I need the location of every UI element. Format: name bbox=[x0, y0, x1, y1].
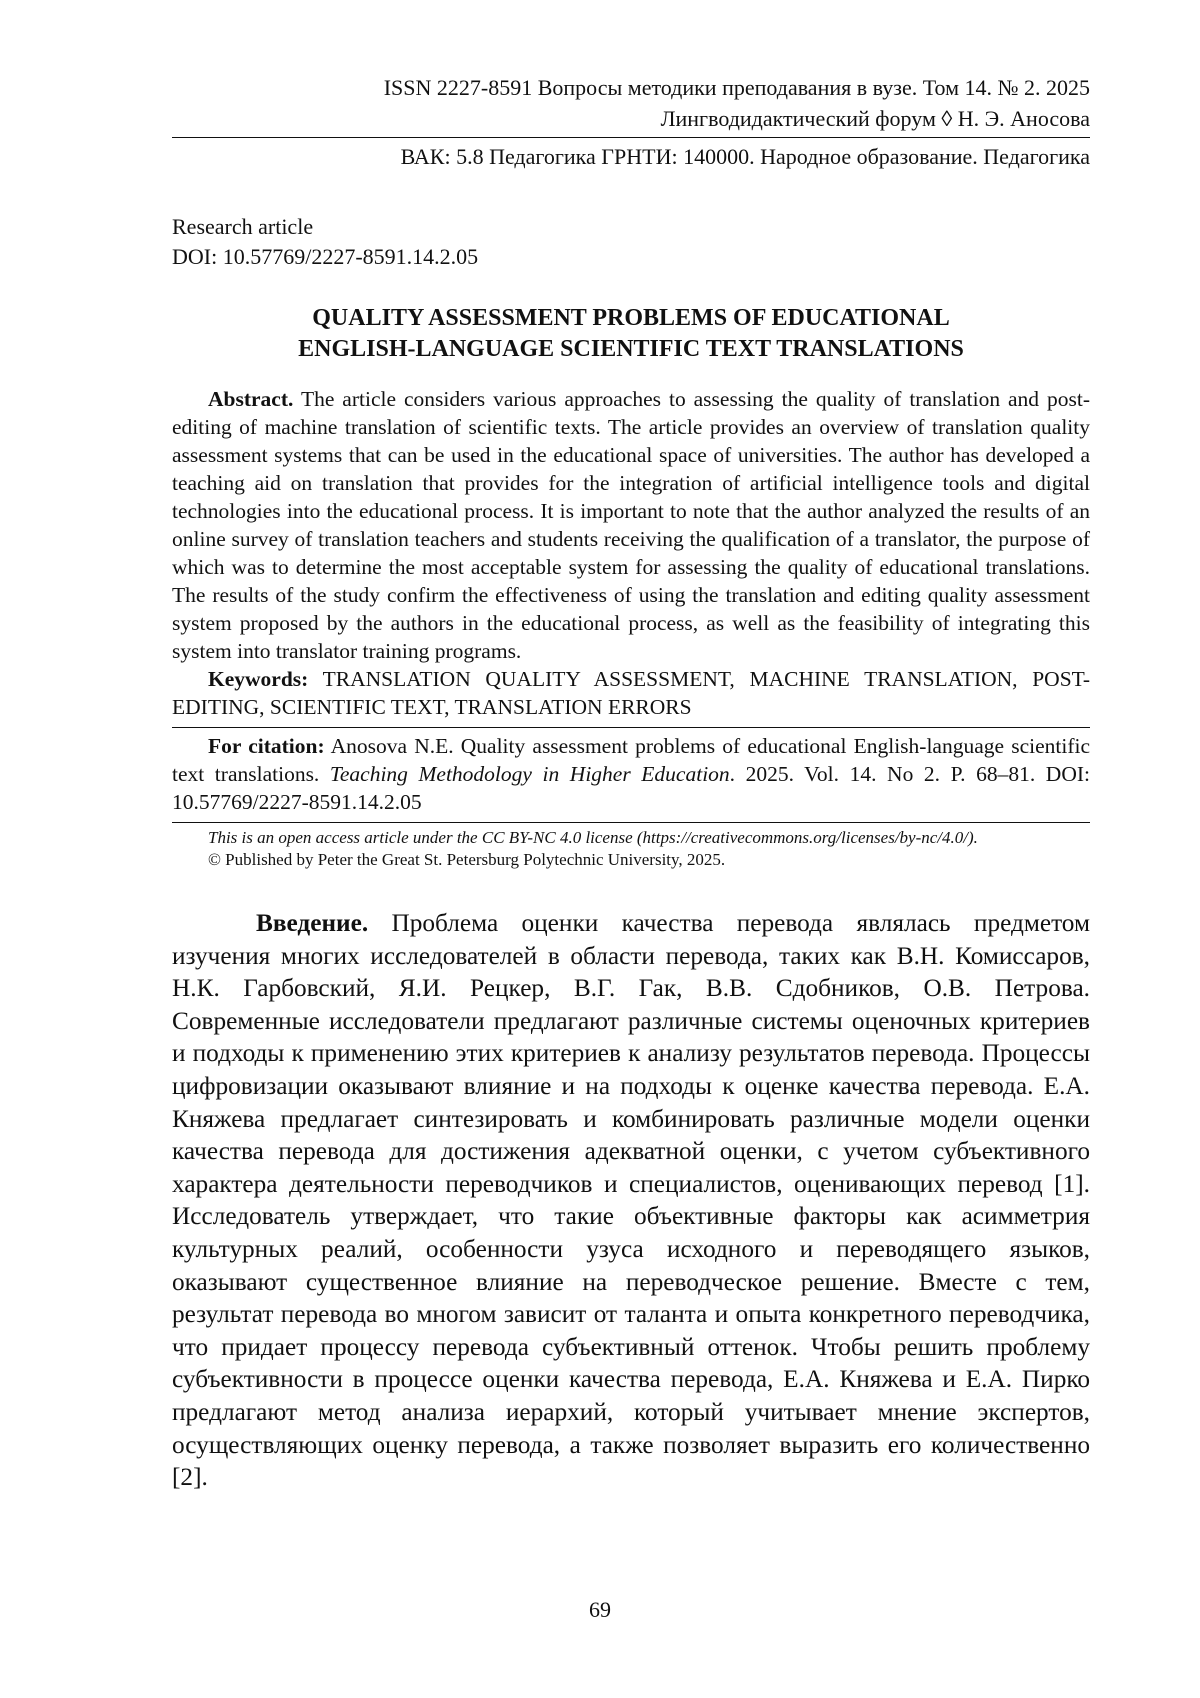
citation bbox=[172, 732, 1090, 816]
license-note bbox=[208, 827, 1090, 871]
title-line-2: ENGLISH-LANGUAGE SCIENTIFIC TEXT TRANSLATIONS bbox=[298, 336, 964, 362]
abstract bbox=[172, 385, 1090, 665]
running-header bbox=[172, 72, 1090, 172]
article-doi: DOI: 10.57769/2227-8591.14.2.05 bbox=[172, 244, 479, 269]
article-meta bbox=[172, 212, 1090, 272]
introduction-label: Введение. bbox=[256, 909, 369, 937]
keywords-label: Keywords: bbox=[208, 667, 309, 691]
title-line-1: QUALITY ASSESSMENT PROBLEMS OF EDUCATIONAL bbox=[312, 305, 950, 331]
article-title bbox=[172, 303, 1090, 365]
citation-top-rule bbox=[172, 727, 1090, 728]
page bbox=[172, 72, 1090, 1494]
section-author-line: Лингводидактический форум ◊ Н. Э. Аносова bbox=[660, 106, 1090, 131]
license-top-rule bbox=[172, 822, 1090, 823]
citation-label: For citation: bbox=[208, 734, 325, 758]
citation-journal: Teaching Methodology in Higher Education bbox=[329, 762, 730, 786]
publisher-line: © Published by Peter the Great St. Petersburg Polytechnic University, 2025. bbox=[208, 850, 726, 869]
abstract-label: Abstract. bbox=[208, 387, 294, 411]
introduction-paragraph bbox=[172, 907, 1090, 1494]
citation-text-a: Anosova N.E. Quality assessment problems of educational English-language scientific text translations. bbox=[172, 734, 1090, 786]
license-line: This is an open access article under the CC BY-NC 4.0 license (https://creativecommons.org/licenses/by-nc/4.0/). bbox=[208, 828, 978, 847]
header-rule bbox=[172, 137, 1090, 138]
citation-text-b: . 2025. Vol. 14. No 2. P. 68–81. DOI: 10.57769/2227-8591.14.2.05 bbox=[172, 762, 1090, 814]
journal-issn-line: ISSN 2227-8591 Вопросы методики преподавания в вузе. Том 14. № 2. 2025 bbox=[383, 75, 1090, 100]
keywords bbox=[172, 665, 1090, 721]
page-number: 69 bbox=[589, 1597, 611, 1622]
introduction-text: Проблема оценки качества перевода являлась предметом изучения многих исследователей в области перевода, таких как В.Н. Комиссаров, Н.К. Гарбовский, Я.И. Рецкер, В.Г. Гак, В.В. Сдобников, О.В. Петрова. Современные исследователи предлагают различные системы оценочных критериев и подходы к применению этих критериев к анализу результатов перевода. Процессы цифровизации оказывают влияние и на подходы к оценке качества перевода. Е.А. Княжева предлагает синтезировать и комбинировать различные модели оценки качества перевода для достижения адекватной оценки, с учетом субъективного характера деятельности переводчиков и специалистов, оценивающих перевод [1]. Исследователь утверждает, что такие объективные факторы как асимметрия культурных реалий, особенности узуса исходного и переводящего языков, оказывают существенное влияние на переводческое решение. Вместе с тем, результат перевода во многом зависит от таланта и опыта конкретного переводчика, что придает процессу перевода субъективный оттенок. Чтобы решить проблему субъективности в процессе оценки качества перевода, Е.А. Княжева и Е.А. Пирко предлагают метод анализа иерархий, который учитывает мнение экспертов, осуществляющих оценку перевода, а также позволяет выразить его количественно [2]. bbox=[172, 909, 1090, 1492]
abstract-text: The article considers various approaches to assessing the quality of translation and post-editing of machine translation of scientific texts. The article provides an overview of translation quality assessment systems that can be used in the educational space of universities. The author has developed a teaching aid on translation that provides for the integration of artificial intelligence tools and digital technologies into the educational process. It is important to note that the author analyzed the results of an online survey of translation teachers and students receiving the qualification of a translator, the purpose of which was to determine the most acceptable system for assessing the quality of educational translations. The results of the study confirm the effectiveness of using the translation and editing quality assessment system proposed by the authors in the educational process, as well as the feasibility of integrating this system into translator training programs. bbox=[172, 387, 1090, 663]
keywords-text: TRANSLATION QUALITY ASSESSMENT, MACHINE TRANSLATION, POST-EDITING, SCIENTIFIC TEXT, TRANSLATION ERRORS bbox=[172, 667, 1090, 719]
article-type: Research article bbox=[172, 214, 314, 239]
classification-line: ВАК: 5.8 Педагогика ГРНТИ: 140000. Народное образование. Педагогика bbox=[400, 144, 1090, 169]
